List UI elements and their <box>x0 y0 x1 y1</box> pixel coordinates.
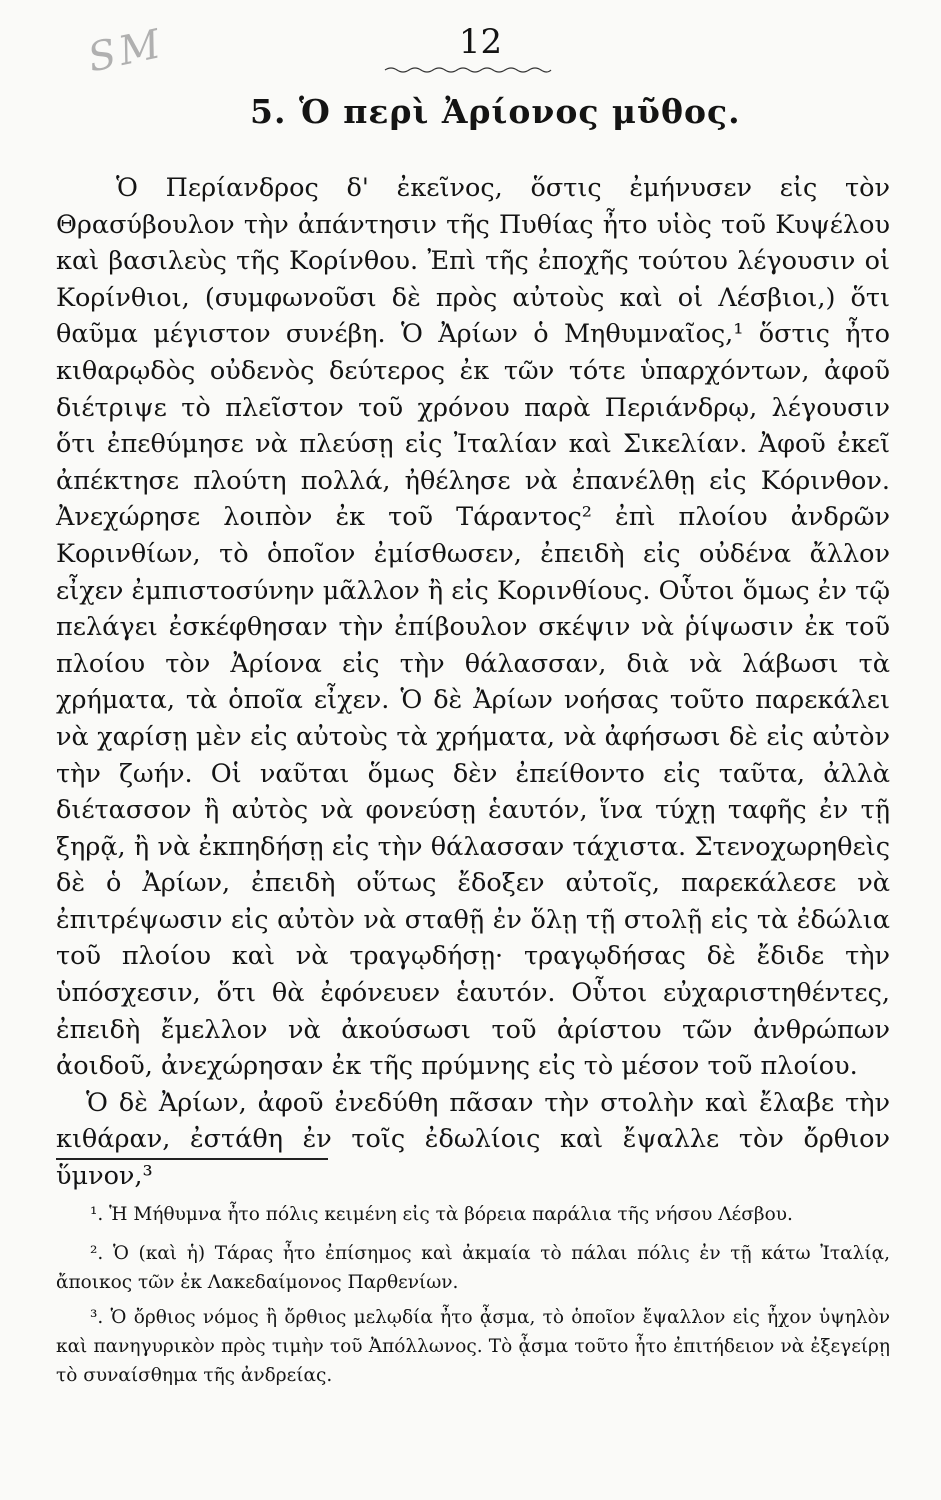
page-number: 12 <box>458 22 503 62</box>
section-heading: 5. Ὁ περὶ Ἀρίονος μῦθος. <box>250 92 741 131</box>
wavy-ornament-divider <box>383 66 553 74</box>
handwritten-margin-annotation: SM <box>84 20 169 82</box>
footnote-3: ³. Ὁ ὄρθιος νόμος ἢ ὄρθιος μελῳδία ἦτο ᾆσμα, τὸ ὁποῖον ἔψαλλον εἰς ἦχον ὑψηλὸν καὶ πανηγυρικὸν πρὸς τιμὴν τοῦ Ἀπόλλωνος. Τὸ ᾆσμα τοῦτο ἦτο ἐπιτήδειον νὰ ἐξεγείρῃ τὸ συναίσθημα τῆς ἀνδρείας. <box>56 1307 890 1386</box>
footnote-separator-rule <box>56 1158 328 1160</box>
paragraph-1: Ὁ Περίανδρος δ' ἐκεῖνος, ὅστις ἐμήνυσεν εἰς τὸν Θρασύβουλον τὴν ἀπάντησιν τῆς Πυθίας ἦτο υἱὸς τοῦ Κυψέλου καὶ βασιλεὺς τῆς Κορίνθου. Ἐπὶ τῆς ἐποχῆς τούτου λέγουσιν οἱ Κορίνθιοι, (συμφωνοῦσι δὲ πρὸς αὐτοὺς καὶ οἱ Λέσβιοι,) ὅτι θαῦμα μέγιστον συνέβη. Ὁ Ἀρίων ὁ Μηθυμναῖος,¹ ὅστις ἦτο κιθαρῳδὸς οὐδενὸς δεύτερος ἐκ τῶν τότε ὑπαρχόντων, ἀφοῦ διέτριψε τὸ πλεῖστον τοῦ χρόνου παρὰ Περιάνδρῳ, λέγουσιν ὅτι ἐπεθύμησε νὰ πλεύσῃ εἰς Ἰταλίαν καὶ Σικελίαν. Ἀφοῦ ἐκεῖ ἀπέκτησε πλούτη πολλά, ἠθέλησε νὰ ἐπανέλθῃ εἰς Κόρινθον. Ἀνεχώρησε λοιπὸν ἐκ τοῦ Τάραντος² ἐπὶ πλοίου ἀνδρῶν Κορινθίων, τὸ ὁποῖον ἐμίσθωσεν, ἐπειδὴ εἰς οὐδένα ἄλλον εἶχεν ἐμπιστοσύνην μᾶλλον ἢ εἰς Κορινθίους. Οὗτοι ὅμως ἐν τῷ πελάγει ἐσκέφθησαν τὴν ἐπίβουλον σκέψιν νὰ ῥίψωσιν ἐκ τοῦ πλοίου τὸν Ἀρίονα εἰς τὴν θάλασσαν, διὰ νὰ λάβωσι τὰ χρήματα, τὰ ὁποῖα εἶχεν. Ὁ δὲ Ἀρίων νοήσας τοῦτο παρεκάλει νὰ χαρίσῃ μὲν εἰς αὐτοὺς τὰ χρήματα, νὰ ἀφήσωσι δὲ εἰς αὐτὸν τὴν ζωήν. Οἱ ναῦται ὅμως δὲν ἐπείθοντο εἰς ταῦτα, ἀλλὰ διέτασσον ἢ αὐτὸς νὰ φονεύσῃ ἑαυτόν, ἵνα τύχῃ ταφῆς ἐν τῇ ξηρᾷ, ἢ νὰ ἐκπηδήσῃ εἰς τὴν θάλασσαν τάχιστα. Στενοχωρηθεὶς δὲ ὁ Ἀρίων, ἐπειδὴ οὕτως ἔδοξεν αὐτοῖς, παρεκάλεσε νὰ ἐπιτρέψωσιν εἰς αὐτὸν νὰ σταθῇ ἐν ὅλῃ τῇ στολῇ εἰς τὰ ἐδώλια τοῦ πλοίου καὶ νὰ τραγῳδήσῃ· τραγῳδήσας δὲ ἔδιδε τὴν ὑπόσχεσιν, ὅτι θὰ ἐφόνευεν ἑαυτόν. Οὗτοι εὐχαριστηθέντες, ἐπειδὴ ἔμελλον νὰ ἀκούσωσι τοῦ ἀρίστου τῶν ἀνθρώπων ἀοιδοῦ, ἀνεχώρησαν ἐκ τῆς πρύμνης εἰς τὸ μέσον τοῦ πλοίου. <box>56 173 890 1082</box>
footnote-2: ². Ὁ (καὶ ἡ) Τάρας ἦτο ἐπίσημος καὶ ἀκμαία τὸ πάλαι πόλις ἐν τῇ κάτω Ἰταλίᾳ, ἄποικος τῶν ἐκ Λακεδαίμονος Παρθενίων. <box>56 1243 890 1293</box>
footnote-1: ¹. Ἡ Μήθυμνα ἦτο πόλις κειμένη εἰς τὰ βόρεια παράλια τῆς νήσου Λέσβου. <box>90 1204 793 1225</box>
footnotes <box>56 1200 890 1396</box>
paragraph-2: Ὁ δὲ Ἀρίων, ἀφοῦ ἐνεδύθη πᾶσαν τὴν στολὴν καὶ ἔλαβε τὴν κιθάραν, ἐστάθη ἐν τοῖς ἐδωλίοις καὶ ἔψαλλε τὸν ὄρθιον ὕμνον,³ <box>56 1087 890 1192</box>
main-text <box>56 170 890 1195</box>
